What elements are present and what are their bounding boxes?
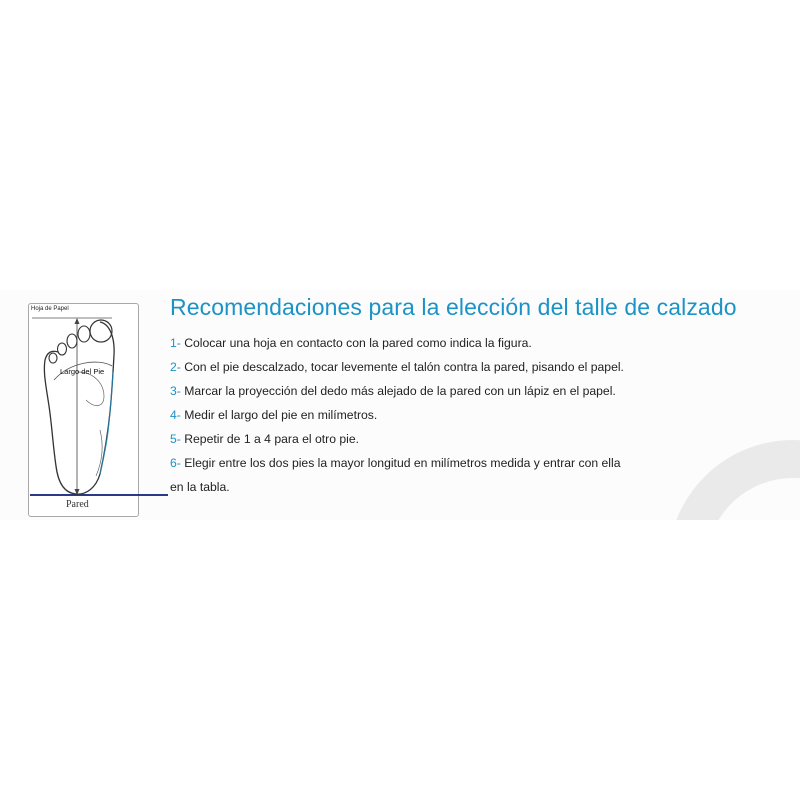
step-text: Repetir de 1 a 4 para el otro pie. [180, 432, 360, 446]
paper-label: Hoja de Papel [31, 306, 69, 312]
list-item-step-3 [170, 379, 670, 403]
step-number: 2- [170, 360, 181, 374]
page-title: Recomendaciones para la elección del talle de calzado [170, 294, 737, 320]
list-item-step-6-continuation [170, 475, 670, 499]
step-text: Marcar la proyección del dedo más alejado de la pared con un lápiz en el papel. [180, 384, 616, 398]
step-number: 5- [170, 432, 181, 446]
steps-list [170, 331, 670, 499]
list-item-step-6 [170, 451, 670, 475]
step-number: 6- [170, 456, 181, 470]
list-item-step-2 [170, 355, 670, 379]
step-number: 3- [170, 384, 181, 398]
step-number: 1- [170, 336, 181, 350]
list-item-step-1 [170, 331, 670, 355]
step-text: Con el pie descalzado, tocar levemente el talón contra la pared, pisando el papel. [180, 360, 624, 374]
wall-label: Pared [66, 499, 89, 510]
list-item-step-4 [170, 403, 670, 427]
foot-length-label: Largo del Pie [60, 367, 105, 376]
step-number: 4- [170, 408, 181, 422]
step-text: Colocar una hoja en contacto con la pared como indica la figura. [180, 336, 532, 350]
step-text: Elegir entre los dos pies la mayor longitud en milímetros medida y entrar con ella [180, 456, 621, 470]
step-text: en la tabla. [170, 480, 230, 494]
list-item-step-5 [170, 427, 670, 451]
step-text: Medir el largo del pie en milímetros. [180, 408, 378, 422]
